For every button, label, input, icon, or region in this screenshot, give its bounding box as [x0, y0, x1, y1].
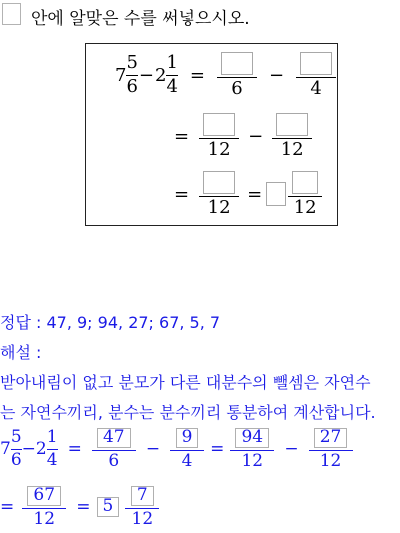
fraction: $\frac{7}{12}$ [125, 486, 159, 529]
equals-sign: = [247, 183, 263, 205]
numerator-input-box[interactable] [221, 52, 253, 75]
answer-numerator: 7 [131, 486, 154, 506]
fraction: $\frac{27}{12}$ [309, 428, 353, 471]
equals-sign: = [174, 125, 190, 147]
answer-numerator: 94 [235, 428, 269, 448]
problem-row-3 [174, 171, 322, 218]
fraction-blank: 6 [217, 52, 257, 99]
answer-numerator: 27 [314, 428, 348, 448]
whole-number: 2 [35, 439, 47, 460]
minus-sign: − [145, 439, 161, 460]
answer-whole-number: 5 [97, 497, 120, 517]
fraction: $\frac{47}{6}$ [92, 428, 136, 471]
minus-sign: − [269, 64, 285, 86]
whole-number: 7 [115, 64, 127, 86]
whole-number: 7 [0, 439, 11, 460]
numerator-input-box[interactable] [276, 113, 308, 136]
minus-sign: − [284, 439, 299, 460]
answer-numerator: 47 [97, 428, 131, 448]
minus-sign: − [21, 439, 36, 460]
fraction: $\frac{5}{6}$ [10, 427, 22, 470]
numerator-input-box[interactable] [300, 52, 332, 75]
equals-sign: = [174, 183, 190, 205]
fraction-blank: 12 [288, 171, 322, 218]
equals-sign: = [67, 439, 82, 460]
answer-line: 정답 : 47, 9; 94, 27; 67, 5, 7 [0, 313, 221, 332]
fraction: $\frac{1}{4}$ [46, 427, 58, 470]
fraction-blank: 12 [272, 113, 312, 160]
explanation-label: 해설 : [0, 343, 42, 362]
problem-row-1 [115, 52, 336, 99]
equals-sign: = [0, 497, 15, 518]
whole-number-input-box[interactable] [266, 182, 286, 206]
explanation-line-1: 받아내림이 없고 분모가 다른 대분수의 뺄셈은 자연수 [0, 373, 371, 392]
equals-sign: = [189, 64, 205, 86]
numerator-input-box[interactable] [292, 171, 318, 194]
question-instruction: 안에 알맞은 수를 써넣으시오. [31, 9, 250, 29]
fraction: $\frac{9}{4}$ [170, 428, 204, 471]
answer-box-icon [2, 3, 21, 25]
minus-sign: − [138, 64, 154, 86]
explanation-line-2: 는 자연수끼리, 분수는 분수끼리 통분하여 계산합니다. [0, 403, 376, 422]
fraction: $\frac{1}{4}$ [166, 52, 178, 97]
answer-numerator: 67 [27, 486, 61, 506]
numerator-input-box[interactable] [203, 171, 235, 194]
fraction-blank: 4 [296, 52, 336, 99]
whole-number: 2 [155, 64, 167, 86]
solution-step-2 [0, 486, 159, 529]
fraction: $\frac{67}{12}$ [22, 486, 66, 529]
answer-numerator: 9 [176, 428, 199, 448]
equals-sign: = [210, 439, 225, 460]
problem-row-2 [174, 113, 312, 160]
fraction-blank: 12 [199, 171, 239, 218]
fraction: $\frac{94}{12}$ [230, 428, 274, 471]
numerator-input-box[interactable] [203, 113, 235, 136]
minus-sign: − [248, 125, 264, 147]
fraction: $\frac{5}{6}$ [126, 52, 138, 97]
fraction-blank: 12 [199, 113, 239, 160]
solution-step-1 [0, 428, 353, 471]
equals-sign: = [76, 497, 91, 518]
